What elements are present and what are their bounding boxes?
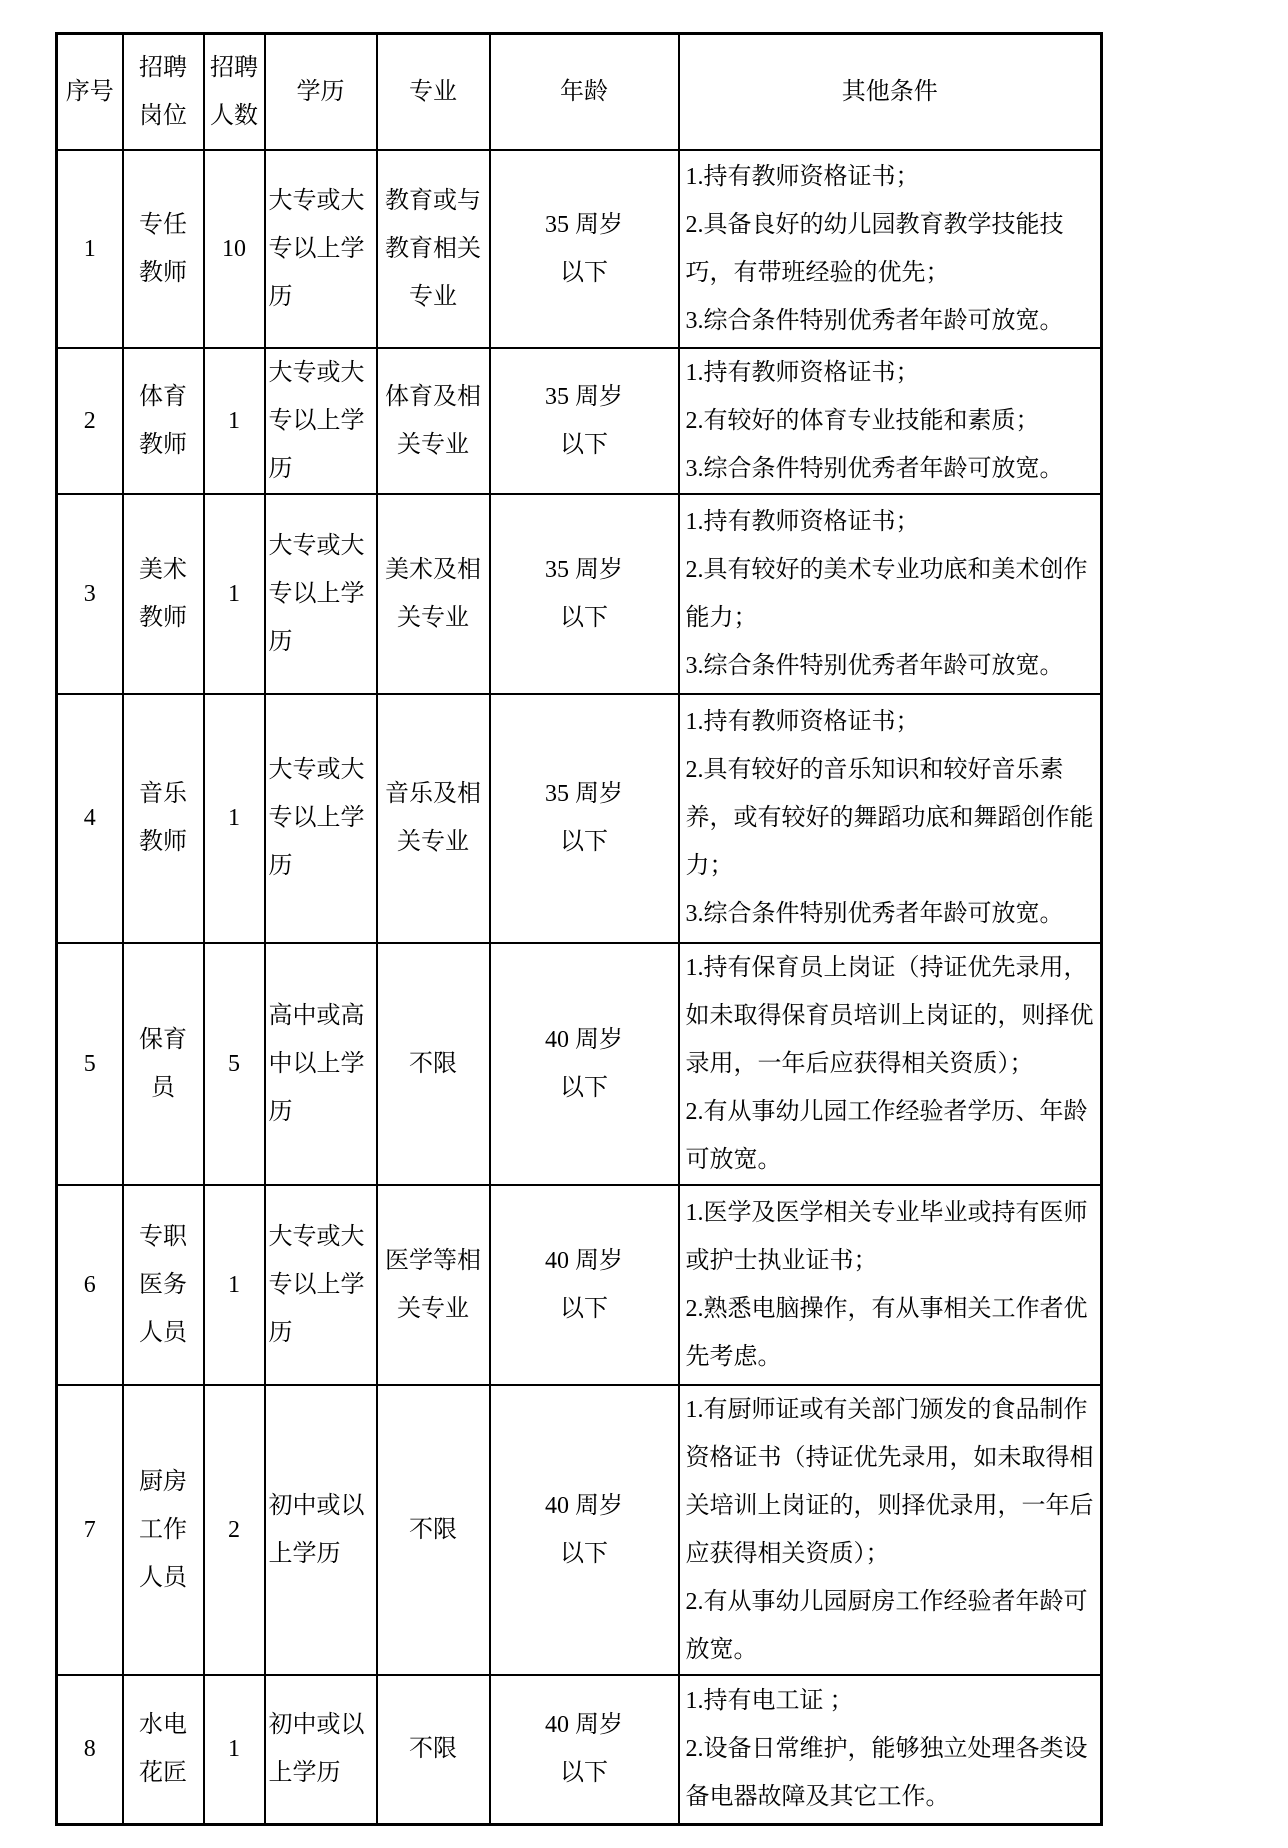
cell-major: 不限 (377, 943, 490, 1185)
cell-major: 体育及相关专业 (377, 348, 490, 494)
header-conditions: 其他条件 (679, 34, 1102, 150)
cell-count: 1 (204, 1185, 265, 1385)
condition-item: 1.有厨师证或有关部门颁发的食品制作资格证书（持证优先录用，如未取得相关培训上岗证的，则择优录用，一年后应获得相关资质）； (685, 1396, 1094, 1567)
cell-count: 10 (204, 150, 265, 348)
cell-age (490, 694, 679, 943)
cell-no: 6 (57, 1185, 123, 1385)
condition-item: 3.综合条件特别优秀者年龄可放宽。 (685, 901, 1064, 927)
cell-conditions (679, 1675, 1102, 1825)
condition-item: 1.持有保育员上岗证（持证优先录用，如未取得保育员培训上岗证的，则择优录用，一年后应获得相关资质）； (685, 954, 1094, 1077)
header-age: 年龄 (490, 34, 679, 150)
table-body (57, 150, 1102, 1825)
table-row (57, 1185, 1102, 1385)
age-line: 40 周岁 (545, 1712, 623, 1739)
cell-age (490, 1675, 679, 1825)
cell-position: 专职医务人员 (123, 1185, 204, 1385)
cell-education: 大专或大专以上学历 (265, 1185, 377, 1385)
cell-position: 保育员 (123, 943, 204, 1185)
cell-no: 8 (57, 1675, 123, 1825)
cell-count: 1 (204, 1675, 265, 1825)
condition-item: 1.医学及医学相关专业毕业或持有医师或护士执业证书； (685, 1199, 1088, 1274)
cell-count: 1 (204, 348, 265, 494)
age-line: 以下 (560, 431, 608, 458)
condition-item: 1.持有电工证 ； (685, 1688, 854, 1715)
header-position: 招聘岗位 (123, 34, 204, 150)
age-line: 以下 (560, 1295, 608, 1322)
condition-item: 1.持有教师资格证书； (685, 508, 920, 535)
cell-age (490, 1185, 679, 1385)
cell-no: 7 (57, 1385, 123, 1675)
condition-item: 2.设备日常维护，能够独立处理各类设备电器故障及其它工作。 (685, 1736, 1088, 1811)
condition-item: 2.具有较好的美术专业功底和美术创作能力； (685, 556, 1088, 631)
table-row (57, 943, 1102, 1185)
cell-age (490, 348, 679, 494)
condition-item: 2.有从事幼儿园工作经验者学历、年龄可放宽。 (685, 1098, 1088, 1173)
cell-major: 美术及相关专业 (377, 494, 490, 694)
age-line: 40 周岁 (545, 1026, 623, 1053)
cell-no: 3 (57, 494, 123, 694)
cell-position: 美术教师 (123, 494, 204, 694)
cell-position: 体育教师 (123, 348, 204, 494)
cell-no: 5 (57, 943, 123, 1185)
header-no: 序号 (57, 34, 123, 150)
cell-education: 大专或大专以上学历 (265, 348, 377, 494)
cell-no: 4 (57, 694, 123, 943)
recruitment-table (55, 32, 1103, 1826)
cell-education: 高中或高中以上学历 (265, 943, 377, 1185)
cell-position: 厨房工作人员 (123, 1385, 204, 1675)
header-education: 学历 (265, 34, 377, 150)
cell-count: 5 (204, 943, 265, 1185)
cell-education: 大专或大专以上学历 (265, 150, 377, 348)
cell-education: 初中或以上学历 (265, 1675, 377, 1825)
cell-education: 初中或以上学历 (265, 1385, 377, 1675)
condition-item: 2.具备良好的幼儿园教育教学技能技巧，有带班经验的优先； (685, 211, 1064, 286)
condition-item: 3.综合条件特别优秀者年龄可放宽。 (685, 307, 1064, 334)
condition-item: 3.综合条件特别优秀者年龄可放宽。 (685, 652, 1064, 679)
cell-conditions (679, 1385, 1102, 1675)
condition-item: 2.熟悉电脑操作，有从事相关工作者优先考虑。 (685, 1295, 1088, 1370)
cell-no: 1 (57, 150, 123, 348)
cell-position: 水电花匠 (123, 1675, 204, 1825)
cell-count: 2 (204, 1385, 265, 1675)
condition-item: 2.具有较好的音乐知识和较好音乐素养，或有较好的舞蹈功底和舞蹈创作能力； (685, 757, 1094, 879)
age-line: 以下 (560, 1540, 608, 1567)
cell-conditions (679, 494, 1102, 694)
condition-item: 1.持有教师资格证书； (685, 359, 920, 386)
cell-conditions (679, 150, 1102, 348)
age-line: 以下 (560, 1074, 608, 1101)
cell-no: 2 (57, 348, 123, 494)
age-line: 以下 (560, 829, 608, 855)
header-major: 专业 (377, 34, 490, 150)
age-line: 以下 (560, 604, 608, 631)
cell-major: 教育或与教育相关专业 (377, 150, 490, 348)
table-row (57, 1385, 1102, 1675)
cell-count: 1 (204, 694, 265, 943)
age-line: 35 周岁 (545, 781, 623, 807)
cell-education: 大专或大专以上学历 (265, 694, 377, 943)
age-line: 35 周岁 (545, 556, 623, 583)
cell-age (490, 494, 679, 694)
condition-item: 2.有较好的体育专业技能和素质； (685, 407, 1040, 434)
age-line: 35 周岁 (545, 211, 623, 238)
age-line: 以下 (560, 1760, 608, 1787)
table-row (57, 694, 1102, 943)
cell-major: 不限 (377, 1675, 490, 1825)
cell-age (490, 943, 679, 1185)
cell-conditions (679, 694, 1102, 943)
header-row (57, 34, 1102, 150)
condition-item: 1.持有教师资格证书； (685, 163, 920, 190)
age-line: 40 周岁 (545, 1492, 623, 1519)
age-line: 以下 (560, 259, 608, 286)
cell-major: 医学等相关专业 (377, 1185, 490, 1385)
cell-major: 音乐及相关专业 (377, 694, 490, 943)
cell-position: 专任教师 (123, 150, 204, 348)
cell-position: 音乐教师 (123, 694, 204, 943)
table-row (57, 1675, 1102, 1825)
cell-conditions (679, 1185, 1102, 1385)
cell-education: 大专或大专以上学历 (265, 494, 377, 694)
cell-age (490, 1385, 679, 1675)
cell-count: 1 (204, 494, 265, 694)
condition-item: 2.有从事幼儿园厨房工作经验者年龄可放宽。 (685, 1588, 1088, 1663)
table-row (57, 348, 1102, 494)
age-line: 40 周岁 (545, 1247, 623, 1274)
table-row (57, 150, 1102, 348)
condition-item: 3.综合条件特别优秀者年龄可放宽。 (685, 455, 1064, 482)
condition-item: 1.持有教师资格证书； (685, 709, 920, 735)
header-count: 招聘人数 (204, 34, 265, 150)
age-line: 35 周岁 (545, 383, 623, 410)
cell-age (490, 150, 679, 348)
cell-conditions (679, 943, 1102, 1185)
cell-conditions (679, 348, 1102, 494)
table-row (57, 494, 1102, 694)
cell-major: 不限 (377, 1385, 490, 1675)
